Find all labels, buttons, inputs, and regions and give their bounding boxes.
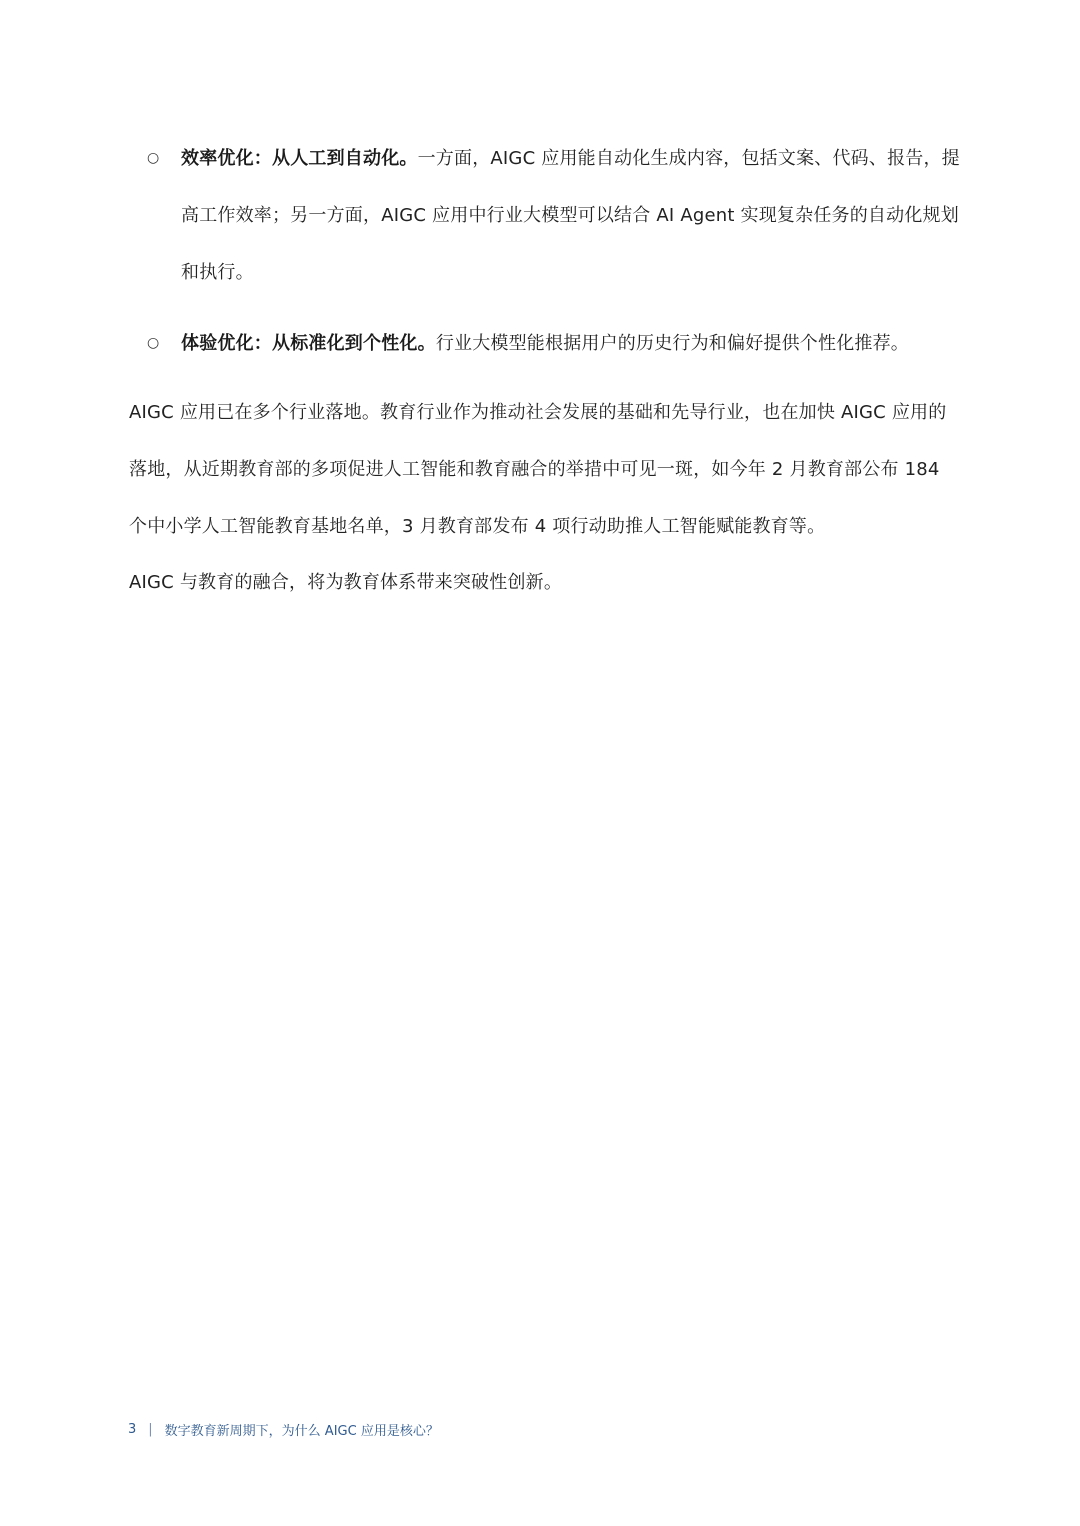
paragraph-conclusion: AIGC 与教育的融合，将为教育体系带来突破性创新。 bbox=[129, 572, 563, 593]
hollow-circle-bullet-icon: ○ bbox=[147, 335, 160, 351]
footer-separator: | bbox=[148, 1422, 153, 1437]
bullet-item-experience bbox=[145, 315, 965, 372]
bullet-title: 效率优化：从人工到自动化。 bbox=[181, 148, 418, 169]
page-number: 3 bbox=[128, 1422, 137, 1437]
bullet-text: 行业大模型能根据用户的历史行为和偏好提供个性化推荐。 bbox=[435, 333, 910, 354]
bullet-item-efficiency bbox=[145, 130, 965, 301]
paragraph-industry-adoption: AIGC 应用已在多个行业落地。教育行业作为推动社会发展的基础和先导行业，也在加快 AIGC 应用的落地，从近期教育部的多项促进人工智能和教育融合的举措中可见一斑，如今年 2 月教育部公布 184 个中小学人工智能教育基地名单，3 月教育部发布 4 项行动助推人工智能赋能教育等。 bbox=[129, 402, 947, 537]
bullet-title: 体验优化：从标准化到个性化。 bbox=[181, 333, 436, 354]
bullet-text: 一方面，AIGC 应用能自动化生成内容，包括文案、代码、报告，提高工作效率；另一方面，AIGC 应用中行业大模型可以结合 AI Agent 实现复杂任务的自动化规划和执行。 bbox=[181, 148, 960, 283]
bullet-list bbox=[145, 130, 965, 386]
page-footer bbox=[128, 1420, 439, 1439]
footer-title: 数字教育新周期下，为什么 AIGC 应用是核心？ bbox=[164, 1424, 439, 1439]
hollow-circle-bullet-icon: ○ bbox=[147, 150, 160, 166]
